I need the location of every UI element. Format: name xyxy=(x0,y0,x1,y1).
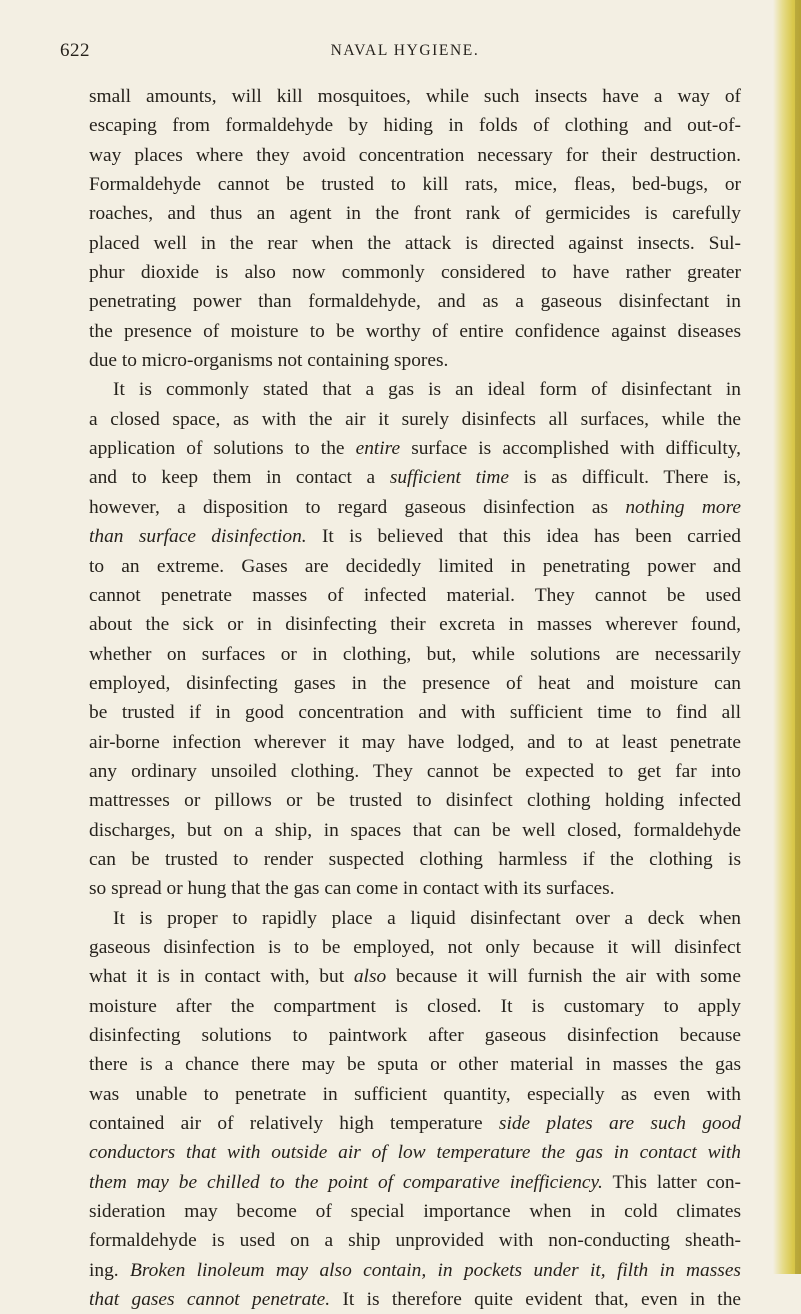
text-span: application of solutions to the xyxy=(89,438,356,460)
text-span: what it is in contact with, but xyxy=(89,966,354,988)
italic-span: that gases cannot penetrate. xyxy=(89,1289,331,1311)
text-line xyxy=(89,757,741,786)
italic-span: conductors that with outside air of low temperature the gas in contact with xyxy=(89,1142,741,1164)
text-line xyxy=(89,463,741,492)
text-line xyxy=(89,640,741,669)
text-line xyxy=(89,1050,741,1079)
text-line xyxy=(89,434,741,463)
text-line xyxy=(89,786,741,815)
text-span: It is believed that this idea has been carried xyxy=(306,526,741,548)
text-span: and to keep them in contact a xyxy=(89,467,390,489)
text-line xyxy=(89,346,741,375)
text-line xyxy=(89,874,741,903)
text-span: gaseous disinfection is to be employed, not only because it will disinfect xyxy=(89,936,741,958)
text-span: any ordinary unsoiled clothing. They cannot be expected to get far into xyxy=(89,760,741,782)
page-edge-shadow xyxy=(795,0,801,1274)
text-span: due to micro-organisms not containing spores. xyxy=(89,350,449,372)
page-number: 622 xyxy=(60,40,90,61)
text-line xyxy=(89,1226,741,1255)
text-line xyxy=(89,82,741,111)
text-span: It is therefore quite evident that, even in the xyxy=(330,1289,741,1311)
text-line xyxy=(89,170,741,199)
text-span: however, a disposition to regard gaseous disinfection as xyxy=(89,496,626,518)
italic-span: them may be chilled to the point of comparative inefficiency. xyxy=(89,1171,603,1193)
italic-span: sufficient time xyxy=(389,467,509,489)
text-span: phur dioxide is also now commonly considered to have rather greater xyxy=(89,262,741,284)
text-line xyxy=(89,1168,741,1197)
text-line xyxy=(89,141,741,170)
text-span: air-borne infection wherever it may have lodged, and to at least penetrate xyxy=(89,731,741,753)
text-line xyxy=(89,1138,741,1167)
text-span: a closed space, as with the air it surely disinfects all surfaces, while the xyxy=(89,408,741,430)
text-span: whether on surfaces or in clothing, but, while solutions are necessarily xyxy=(89,643,741,665)
text-line xyxy=(89,493,741,522)
text-line xyxy=(89,845,741,874)
text-span: It is commonly stated that a gas is an ideal form of disinfectant in xyxy=(113,379,741,401)
text-span: formaldehyde is used on a ship unprovided with non-conducting sheath- xyxy=(89,1230,741,1252)
text-span: moisture after the compartment is closed. It is customary to apply xyxy=(89,995,741,1017)
text-line xyxy=(89,904,741,933)
text-span: Formaldehyde cannot be trusted to kill rats, mice, fleas, bed-bugs, or xyxy=(89,174,741,196)
text-line xyxy=(89,728,741,757)
text-span: It is proper to rapidly place a liquid disinfectant over a deck when xyxy=(113,907,741,929)
text-span: small amounts, will kill mosquitoes, while such insects have a way of xyxy=(89,86,741,107)
text-span: is as difficult. There is, xyxy=(508,467,741,489)
italic-span: entire xyxy=(355,438,401,460)
text-span: there is a chance there may be sputa or other material in masses the gas xyxy=(89,1054,741,1076)
text-line xyxy=(89,1021,741,1050)
text-line xyxy=(89,405,741,434)
text-span: can be trusted to render suspected clothing harmless if the clothing is xyxy=(89,848,741,870)
text-line xyxy=(89,1256,741,1285)
text-span: the presence of moisture to be worthy of entire confidence against diseases xyxy=(89,320,741,342)
italic-span: also xyxy=(353,966,387,988)
text-span: surface is accomplished with difficulty, xyxy=(400,438,741,460)
text-span: employed, disinfecting gases in the presence of heat and moisture can xyxy=(89,672,741,694)
text-span: disinfecting solutions to paintwork after gaseous disinfection because xyxy=(89,1025,741,1046)
text-span: discharges, but on a ship, in spaces that can be well closed, formaldehyde xyxy=(89,819,741,841)
text-span: to an extreme. Gases are decidedly limited in penetrating power and xyxy=(89,555,741,577)
text-line xyxy=(89,1285,741,1314)
text-span: roaches, and thus an agent in the front rank of germicides is carefully xyxy=(89,203,741,225)
text-line xyxy=(89,375,741,404)
text-span: about the sick or in disinfecting their excreta in masses wherever found, xyxy=(89,614,741,636)
text-line xyxy=(89,698,741,727)
italic-span: than surface disinfection. xyxy=(89,526,307,548)
text-line xyxy=(89,111,741,140)
text-line xyxy=(89,229,741,258)
text-span: so spread or hung that the gas can come in contact with its surfaces. xyxy=(89,878,615,900)
text-line xyxy=(89,1197,741,1226)
text-span: was unable to penetrate in sufficient quantity, especially as even with xyxy=(89,1083,741,1105)
text-line xyxy=(89,1109,741,1138)
text-line xyxy=(89,522,741,551)
text-span: way places where they avoid concentration necessary for their destruction. xyxy=(89,144,741,166)
text-span: because it will furnish the air with some xyxy=(386,966,741,988)
text-span: penetrating power than formaldehyde, and as a gaseous disinfectant in xyxy=(89,291,741,313)
text-line xyxy=(89,287,741,316)
text-span: ing. xyxy=(89,1259,130,1281)
text-span: cannot penetrate masses of infected material. They cannot be used xyxy=(89,584,741,606)
italic-span: side plates are such good xyxy=(498,1113,742,1135)
text-line xyxy=(89,199,741,228)
text-line xyxy=(89,933,741,962)
text-span: sideration may become of special importance when in cold climates xyxy=(89,1201,741,1223)
text-span: be trusted if in good concentration and with sufficient time to find all xyxy=(89,702,741,724)
body-text xyxy=(89,82,741,1314)
text-span: escaping from formaldehyde by hiding in folds of clothing and out-of- xyxy=(89,115,741,137)
italic-span: nothing more xyxy=(625,496,742,518)
text-span: contained air of relatively high temperature xyxy=(89,1113,499,1135)
text-span: This latter con- xyxy=(602,1171,741,1193)
text-line xyxy=(89,258,741,287)
italic-span: Broken linoleum may also contain, in pockets under it, filth in masses xyxy=(129,1259,741,1281)
text-line xyxy=(89,610,741,639)
text-span: placed well in the rear when the attack is directed against insects. Sul- xyxy=(89,232,741,254)
running-title: NAVAL HYGIENE. xyxy=(330,42,480,59)
text-line xyxy=(89,816,741,845)
text-span: mattresses or pillows or be trusted to disinfect clothing holding infected xyxy=(89,790,741,812)
text-line xyxy=(89,552,741,581)
text-line xyxy=(89,669,741,698)
text-line xyxy=(89,1080,741,1109)
page-header xyxy=(60,40,750,70)
text-line xyxy=(89,317,741,346)
text-line xyxy=(89,962,741,991)
text-line xyxy=(89,992,741,1021)
text-line xyxy=(89,581,741,610)
